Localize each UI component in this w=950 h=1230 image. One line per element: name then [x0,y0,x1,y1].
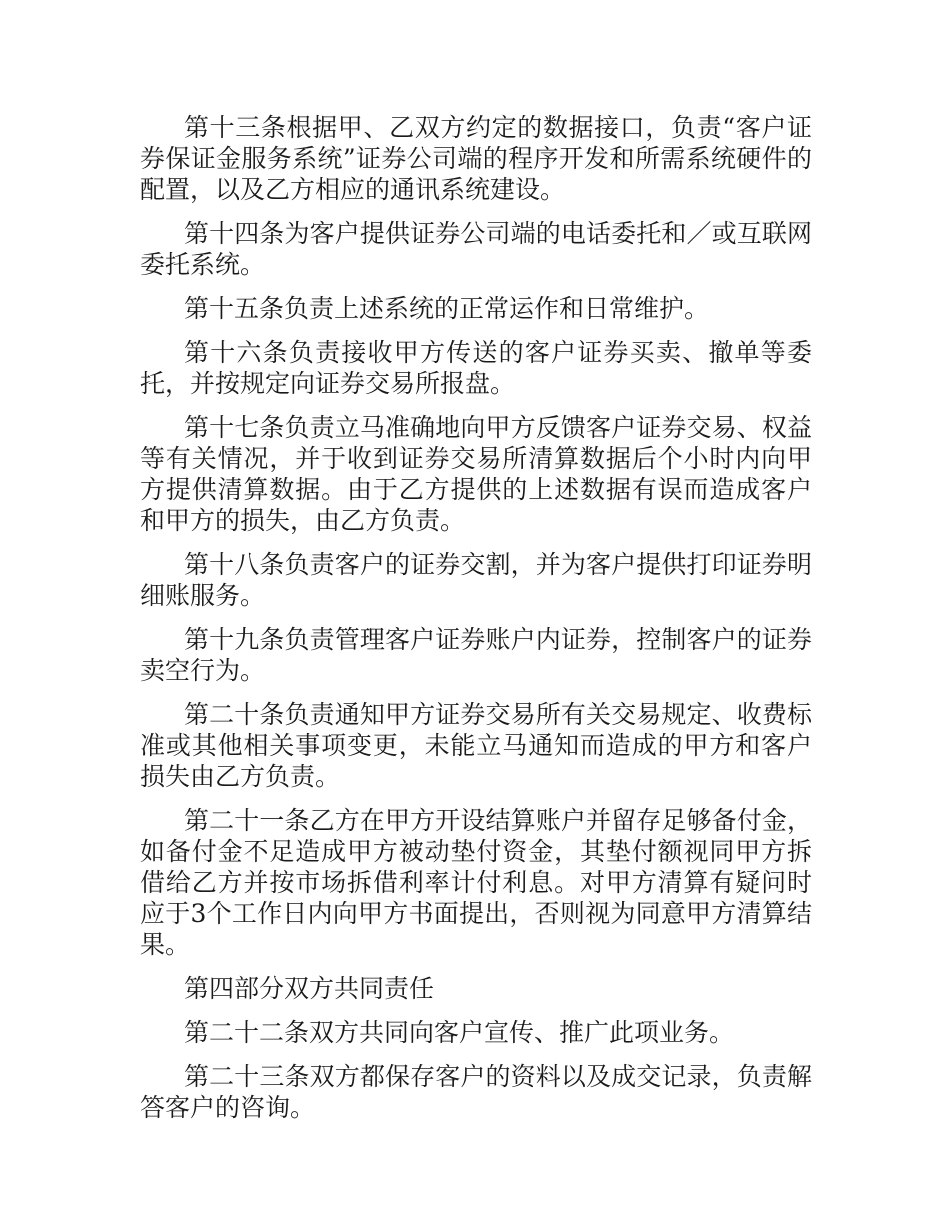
paragraph-article-21: 第二十一条乙方在甲方开设结算账户并留存足够备付金，如备付金不足造成甲方被动垫付资金，其垫付额视同甲方拆借给乙方并按市场拆借利率计付利息。对甲方清算有疑问时应于3个工作日内向甲方书面提出，否则视为同意甲方清算结果。 [140,806,812,959]
paragraph-article-20: 第二十条负责通知甲方证券交易所有关交易规定、收费标准或其他相关事项变更，未能立马通知而造成的甲方和客户损失由乙方负责。 [140,700,812,791]
paragraph-article-19: 第十九条负责管理客户证券账户内证券，控制客户的证券卖空行为。 [140,625,812,685]
paragraph-article-18: 第十八条负责客户的证券交割，并为客户提供打印证券明细账服务。 [140,550,812,610]
paragraph-article-13: 第十三条根据甲、乙双方约定的数据接口，负责“客户证券保证金服务系统”证券公司端的程序开发和所需系统硬件的配置，以及乙方相应的通讯系统建设。 [140,113,812,204]
paragraph-article-14: 第十四条为客户提供证券公司端的电话委托和／或互联网委托系统。 [140,219,812,279]
paragraph-article-16: 第十六条负责接收甲方传送的客户证券买卖、撤单等委托，并按规定向证券交易所报盘。 [140,338,812,398]
paragraph-article-22: 第二十二条双方共同向客户宣传、推广此项业务。 [184,1018,735,1047]
document-body [140,112,812,1136]
section-heading-part-4: 第四部分双方共同责任 [184,974,435,1003]
paragraph-article-23: 第二十三条双方都保存客户的资料以及成交记录，负责解答客户的咨询。 [140,1062,812,1122]
paragraph-article-17: 第十七条负责立马准确地向甲方反馈客户证券交易、权益等有关情况，并于收到证券交易所清算数据后个小时内向甲方提供清算数据。由于乙方提供的上述数据有误而造成客户和甲方的损失，由乙方负责。 [140,413,812,535]
paragraph-article-15: 第十五条负责上述系统的正常运作和日常维护。 [184,294,710,323]
